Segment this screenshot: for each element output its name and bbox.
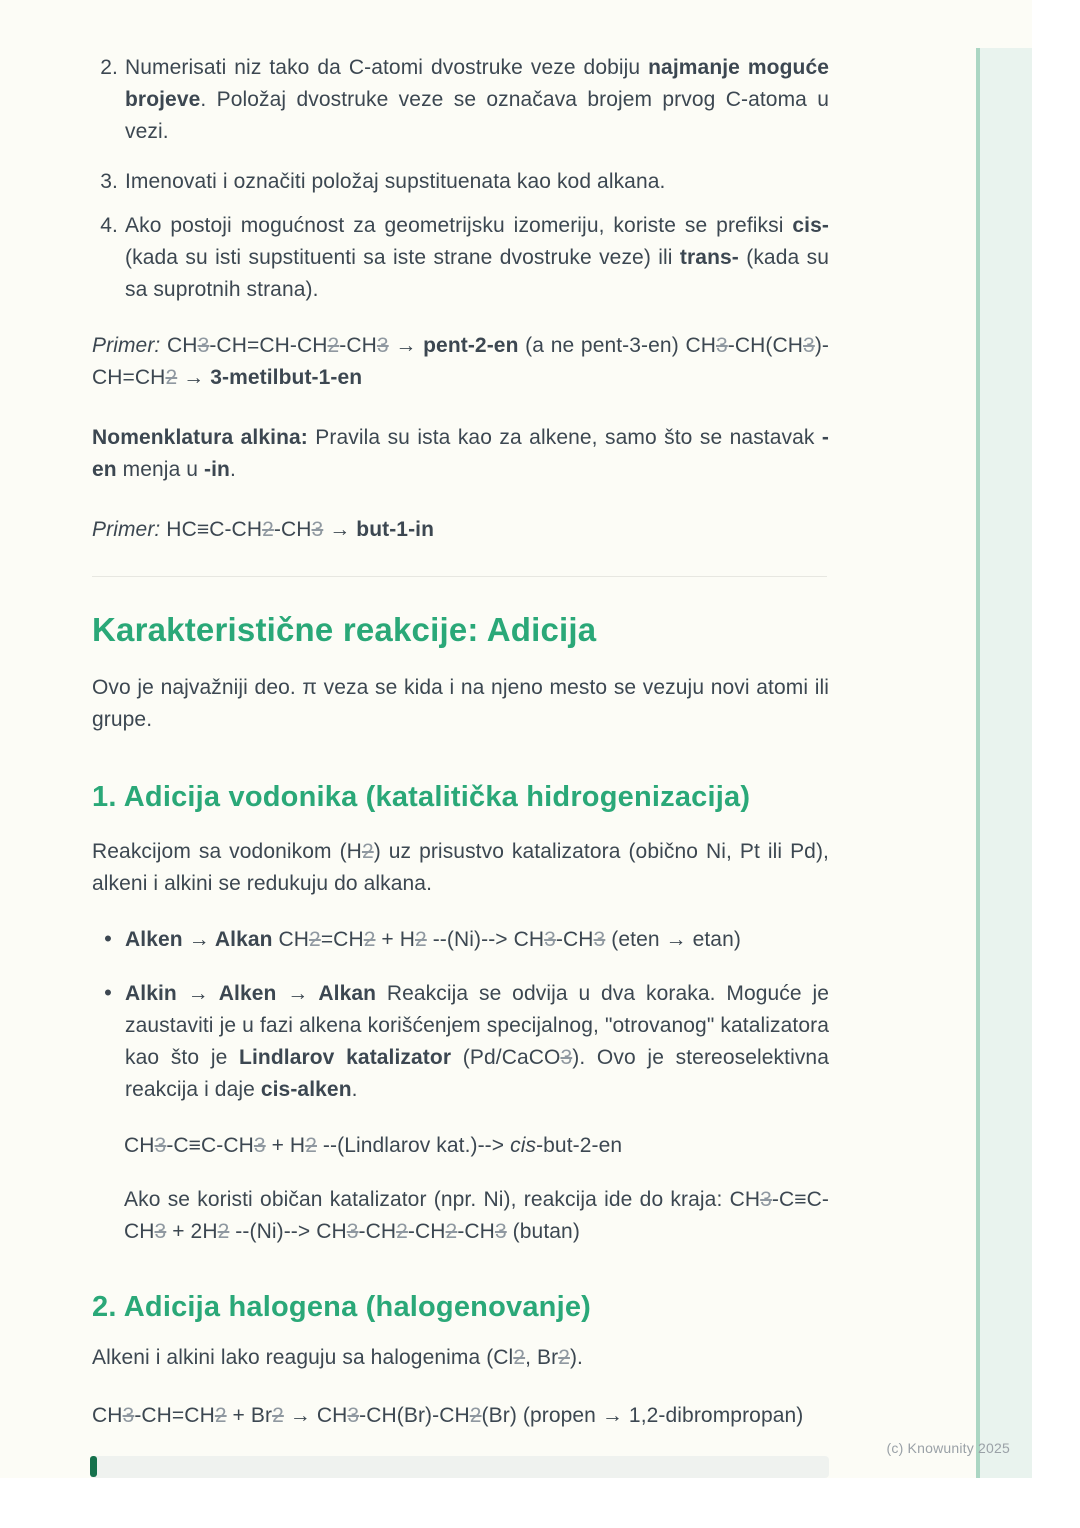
list-item-text: Imenovati i označiti položaj supstituenata kao kod alkana. [125,170,666,193]
intro-paragraph: Ovo je najvažniji deo. π veza se kida i na njeno mesto se vezuju novi atomi ili grupe. [92,676,829,731]
example-paragraph-alkene: Primer: CH3-CH=CH-CH2-CH3 → pent-2-en (a ne pent-3-en) CH3-CH(CH3)-CH=CH2 → 3-metilbut-1-en [92,334,829,389]
nomenclature-paragraph: Nomenklatura alkina: Pravila su ista kao za alkene, samo što se nastavak -en menja u -in. [92,426,829,481]
paragraph-alkeni: Alkeni i alkini lako reaguju sa halogenima (Cl2, Br2). [92,1346,583,1369]
list-marker: 3. [100,170,118,193]
bullet-marker: • [104,926,112,951]
bullet-item-text: Alken → Alkan CH2=CH2 + H2 --(Ni)--> CH3-CH3 (eten → etan) [125,928,741,951]
list-item-text: Ako postoji mogućnost za geometrijsku izomeriju, koriste se prefiksi cis- (kada su isti supstituenti sa iste strane dvostruke veze) ili trans- (kada su sa suprotnih strana). [125,214,829,301]
bullet-item-text: Alkin → Alken → Alkan Reakcija se odvija u dva koraka. Moguće je zaustaviti je u fazi alkena korišćenjem specijalnog, "otrovanog" katalizatora kao što je Lindlarov katalizator (Pd/CaCO3). Ovo je stereoselektivna reakcija i daje cis-alken. [125,982,830,1101]
paragraph-reakcijom: Reakcijom sa vodonikom (H2) uz prisustvo katalizatora (obično Ni, Pt ili Pd), alkeni i alkini se redukuju do alkana. [92,840,829,895]
subsection-heading-vodonik: 1. Adicija vodonika (katalitička hidrogenizacija) [92,781,751,813]
list-item-text: Numerisati niz tako da C-atomi dvostruke veze dobiju najmanje moguće brojeve. Položaj dvostruke veze se označava brojem prvog C-atoma u vezi. [125,56,829,143]
formula-line-brom: CH3-CH=CH2 + Br2 → CH3-CH(Br)-CH2(Br) (propen → 1,2-dibrompropan) [92,1404,804,1427]
copyright-text: (c) Knowunity 2025 [886,1440,1010,1456]
list-marker: 2. [100,56,118,79]
subsection-heading-halogen: 2. Adicija halogena (halogenovanje) [92,1291,592,1323]
bullet-item-alkin-alken-alkan [92,978,829,1106]
paragraph-ako: Ako se koristi običan katalizator (npr. Ni), reakcija ide do kraja: CH3-C≡C-CH3 + 2H2 --(Ni)--> CH3-CH2-CH2-CH3 (butan) [124,1188,829,1243]
section-heading-adicija: Karakteristične reakcije: Adicija [92,611,597,648]
section-divider [92,576,827,577]
formula-line-lindlarov: CH3-C≡C-CH3 + H2 --(Lindlarov kat.)--> cis-but-2-en [124,1134,623,1157]
callout-accent-bar [90,1456,97,1477]
bullet-marker: • [104,980,112,1005]
example-paragraph-alkyne: Primer: HC≡C-CH2-CH3 → but-1-in [92,518,435,541]
numbered-list-item-2 [92,52,829,148]
numbered-list-item-3 [92,166,829,198]
bullet-item-alken-alkan [92,924,829,956]
clipped-callout [90,1456,829,1478]
list-marker: 4. [100,214,118,237]
decorative-side-strip [976,48,1032,1478]
numbered-list-item-4 [92,210,829,306]
